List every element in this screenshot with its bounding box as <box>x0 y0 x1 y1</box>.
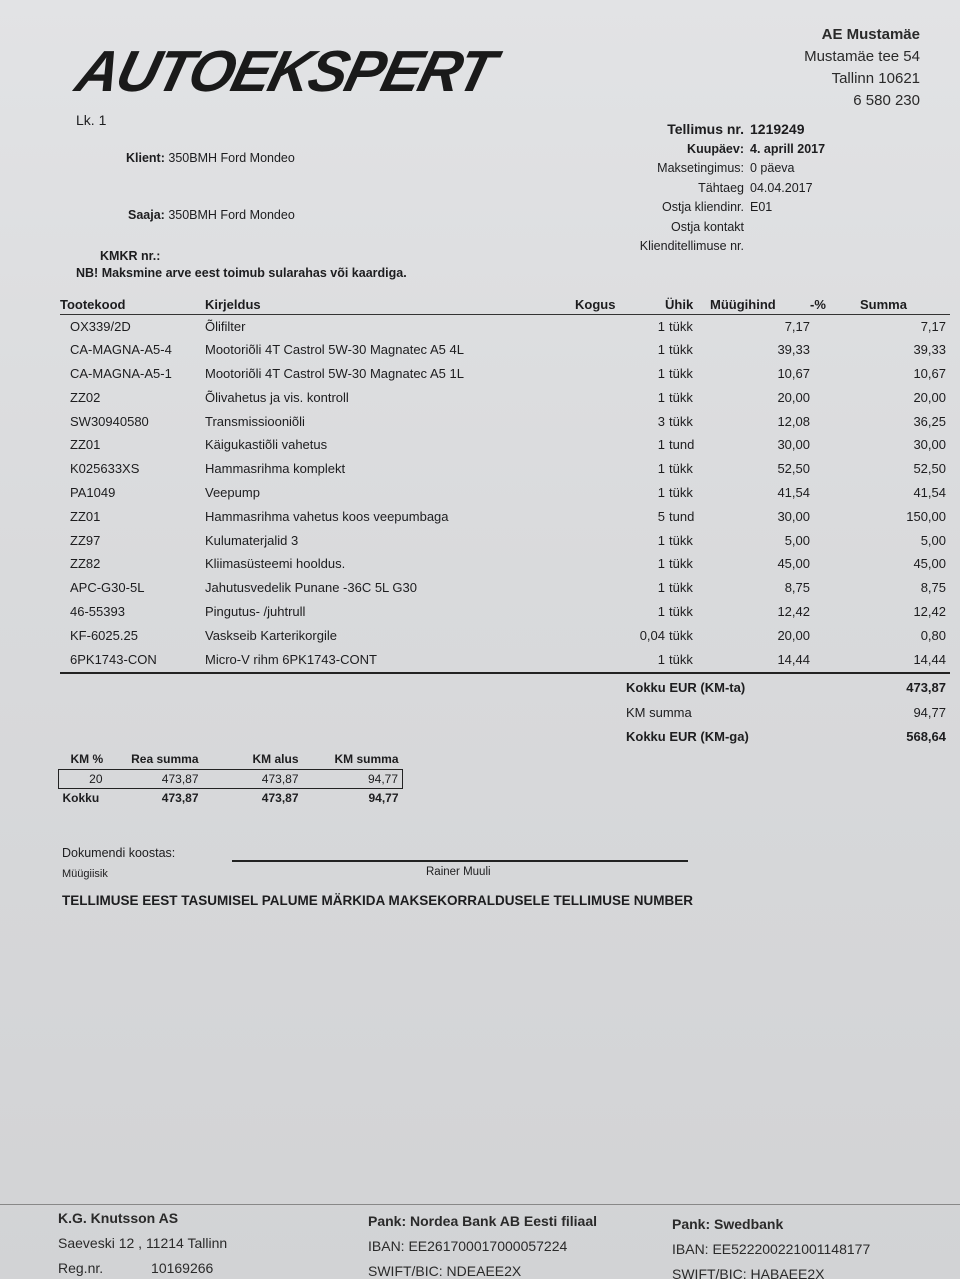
item-sum: 20,00 <box>913 389 946 405</box>
item-discount <box>810 552 860 576</box>
item-unit: tükk <box>669 461 693 477</box>
vat-total-row <box>626 701 946 726</box>
item-unit: tükk <box>669 342 693 358</box>
item-description: Micro-V rihm 6PK1743-CONT <box>205 651 377 667</box>
vat-summary <box>58 750 403 807</box>
item-unit: tükk <box>669 318 693 334</box>
table-row <box>60 314 950 338</box>
item-description: Mootoriõli 4T Castrol 5W-30 Magnatec A5 4L <box>205 342 464 358</box>
item-unit: tund <box>669 508 695 524</box>
item-unit: tükk <box>669 603 693 619</box>
item-price: 30,00 <box>777 508 810 524</box>
item-discount <box>810 457 860 481</box>
item-code: KF-6025.25 <box>70 627 138 643</box>
item-quantity: 3 <box>657 413 665 429</box>
bank1-iban: IBAN: EE261700017000057224 <box>368 1238 568 1254</box>
item-code: ZZ82 <box>70 556 101 572</box>
item-unit: tükk <box>669 627 693 643</box>
footer-company <box>58 1206 227 1279</box>
item-price: 20,00 <box>777 389 810 405</box>
vat-row-base: 473,87 <box>203 769 303 788</box>
item-code: SW30940580 <box>70 413 149 429</box>
company-name: AE Mustamäe <box>821 26 920 43</box>
item-price: 14,44 <box>777 651 810 667</box>
item-description: Transmissiooniõli <box>205 413 305 429</box>
item-sum: 150,00 <box>906 508 946 524</box>
header-description: Kirjeldus <box>205 296 261 312</box>
item-sum: 7,17 <box>920 318 946 334</box>
item-discount <box>810 481 860 505</box>
item-description: Hammasrihma komplekt <box>205 461 346 477</box>
item-price: 45,00 <box>777 556 810 572</box>
item-price: 10,67 <box>777 365 810 381</box>
client-number-label: Ostja kliendinr. <box>662 200 744 214</box>
vat-table-row <box>59 769 403 788</box>
kmkr-label: KMKR nr.: <box>100 249 161 263</box>
item-price: 7,17 <box>784 318 810 334</box>
header-price: Müügihind <box>710 296 776 312</box>
recipient-line <box>128 208 295 222</box>
item-quantity: 1 <box>657 365 665 381</box>
table-row <box>60 409 950 433</box>
header-quantity: Kogus <box>575 296 616 312</box>
item-discount <box>810 433 860 457</box>
client-value: 350BMH Ford Mondeo <box>168 151 295 165</box>
order-date-value: 4. aprill 2017 <box>750 141 826 156</box>
footer-company-address: Saeveski 12 , 11214 Tallinn <box>58 1235 228 1251</box>
signer-role: Müügiisik <box>62 868 108 880</box>
table-row <box>60 552 950 576</box>
vat-header-row-sum: Rea summa <box>131 752 199 767</box>
header-discount: -% <box>810 296 826 312</box>
item-description: Õlivahetus ja vis. kontroll <box>205 389 349 405</box>
item-discount <box>810 647 860 671</box>
order-date-row <box>600 140 840 160</box>
company-phone: 6 580 230 <box>853 92 920 109</box>
payment-terms-label: Maksetingimus: <box>657 161 744 175</box>
item-description: Jahutusvedelik Punane -36C 5L G30 <box>205 580 417 596</box>
client-order-row <box>600 237 840 257</box>
footer-reg <box>58 1256 227 1279</box>
item-discount <box>810 314 860 338</box>
order-number-label: Tellimus nr. <box>667 121 744 137</box>
item-description: Käigukastiõli vahetus <box>205 437 328 453</box>
item-quantity: 1 <box>657 437 665 453</box>
footer-bank-1 <box>368 1209 597 1279</box>
table-row <box>60 362 950 386</box>
item-sum: 41,54 <box>913 484 946 500</box>
item-description: Kliimasüsteemi hooldus. <box>205 556 346 572</box>
item-description: Veepump <box>205 484 260 500</box>
bank2-title: Pank: Swedbank <box>672 1216 784 1232</box>
item-code: ZZ02 <box>70 389 101 405</box>
item-unit: tükk <box>669 532 693 548</box>
table-row <box>60 338 950 362</box>
item-sum: 14,44 <box>913 651 946 667</box>
item-sum: 36,25 <box>913 413 946 429</box>
item-unit: tükk <box>669 651 693 667</box>
table-row <box>60 433 950 457</box>
item-price: 30,00 <box>777 437 810 453</box>
bank2-iban: IBAN: EE522200221001148177 <box>672 1241 871 1257</box>
address-line-1: Mustamäe tee 54 <box>804 48 920 65</box>
items-table <box>60 290 950 671</box>
item-code: CA-MAGNA-A5-1 <box>70 365 172 381</box>
item-quantity: 1 <box>657 318 665 334</box>
item-description: Pingutus- /juhtrull <box>205 603 306 619</box>
item-code: PA1049 <box>70 484 116 500</box>
payment-notice: NB! Maksmine arve eest toimub sularahas või kaardiga. <box>76 266 407 280</box>
table-row <box>60 457 950 481</box>
item-description: Mootoriõli 4T Castrol 5W-30 Magnatec A5 1L <box>205 365 464 381</box>
item-discount <box>810 504 860 528</box>
bank1-swift: SWIFT/BIC: NDEAEE2X <box>368 1263 522 1279</box>
bank1-title: Pank: Nordea Bank AB Eesti filiaal <box>368 1213 597 1229</box>
totals-block <box>626 676 946 750</box>
item-sum: 45,00 <box>913 556 946 572</box>
table-row <box>60 481 950 505</box>
vat-row-row-sum: 473,87 <box>109 769 203 788</box>
header-code: Tootekood <box>60 296 126 312</box>
payment-instruction: TELLIMUSE EEST TASUMISEL PALUME MÄRKIDA MAKSEKORRALDUSELE TELLIMUSE NUMBER <box>62 893 694 908</box>
vat-total-base: 473,87 <box>261 790 299 805</box>
item-discount <box>810 600 860 624</box>
page-number: Lk. 1 <box>76 112 107 128</box>
company-logo: AUTOEKSPERT <box>69 39 501 104</box>
table-row <box>60 528 950 552</box>
due-date-label: Tähtaeg <box>698 180 744 195</box>
vat-header-pct: KM % <box>70 752 104 767</box>
table-row <box>60 647 950 671</box>
signer-name: Rainer Muuli <box>426 866 491 878</box>
item-unit: tükk <box>669 484 693 500</box>
items-table-body <box>60 314 950 671</box>
vat-row-pct: 20 <box>59 769 109 788</box>
item-sum: 5,00 <box>920 532 946 548</box>
header-sum: Summa <box>860 296 907 312</box>
vat-total-label: KM summa <box>626 704 692 720</box>
footer-reg-label: Reg.nr. <box>58 1260 104 1276</box>
payment-terms-value: 0 päeva <box>750 161 795 175</box>
due-date-row <box>600 179 840 199</box>
client-number-row <box>600 198 840 218</box>
net-total-row <box>626 676 946 701</box>
vat-total-sum: 94,77 <box>368 790 399 805</box>
table-row <box>60 504 950 528</box>
item-quantity: 1 <box>657 532 665 548</box>
signature-line <box>232 860 688 862</box>
item-code: ZZ97 <box>70 532 101 548</box>
client-order-label: Klienditellimuse nr. <box>639 239 744 253</box>
due-date-value: 04.04.2017 <box>750 180 813 195</box>
item-price: 5,00 <box>784 532 810 548</box>
net-total-value: 473,87 <box>906 680 946 695</box>
client-label: Klient: <box>126 151 165 165</box>
item-sum: 8,75 <box>920 580 946 596</box>
item-price: 8,75 <box>784 580 810 596</box>
item-description: Hammasrihma vahetus koos veepumbaga <box>205 508 449 524</box>
item-price: 52,50 <box>777 461 810 477</box>
item-code: OX339/2D <box>70 318 131 334</box>
item-sum: 10,67 <box>913 365 946 381</box>
footer-company-name: K.G. Knutsson AS <box>58 1210 179 1226</box>
footer-bank-2 <box>672 1212 870 1279</box>
item-discount <box>810 528 860 552</box>
item-price: 12,42 <box>777 603 810 619</box>
item-code: ZZ01 <box>70 508 101 524</box>
vat-header-sum: KM summa <box>334 752 399 767</box>
item-unit: tükk <box>669 389 693 405</box>
bank2-swift: SWIFT/BIC: HABAEE2X <box>672 1266 825 1279</box>
footer-rule <box>0 1204 960 1205</box>
item-code: 6PK1743-CON <box>70 651 157 667</box>
vat-row-sum: 94,77 <box>303 769 403 788</box>
compiled-by-label: Dokumendi koostas: <box>62 846 176 860</box>
item-quantity: 1 <box>657 580 665 596</box>
item-unit: tükk <box>669 413 693 429</box>
footer-reg-value: 10169266 <box>151 1260 214 1276</box>
vat-table-header <box>59 750 403 769</box>
gross-total-row <box>626 725 946 750</box>
client-line <box>126 151 295 165</box>
client-contact-row <box>600 218 840 238</box>
item-description: Õlifilter <box>205 318 246 334</box>
item-code: 46-55393 <box>70 603 125 619</box>
gross-total-value: 568,64 <box>906 729 946 744</box>
item-discount <box>810 623 860 647</box>
table-row <box>60 623 950 647</box>
item-code: K025633XS <box>70 461 140 477</box>
order-number-row <box>600 120 840 140</box>
item-price: 41,54 <box>777 484 810 500</box>
items-table-header <box>60 290 950 314</box>
company-address-block <box>804 24 920 112</box>
item-unit: tund <box>669 437 695 453</box>
table-row <box>60 385 950 409</box>
vat-table-total <box>59 788 403 807</box>
item-quantity: 5 <box>657 508 665 524</box>
item-quantity: 1 <box>657 603 665 619</box>
item-discount <box>810 338 860 362</box>
gross-total-label: Kokku EUR (KM-ga) <box>626 729 749 744</box>
vat-table <box>58 750 403 807</box>
table-row <box>60 576 950 600</box>
item-quantity: 0,04 <box>639 627 665 643</box>
client-number-value: E01 <box>750 200 773 214</box>
item-sum: 30,00 <box>913 437 946 453</box>
item-unit: tükk <box>669 365 693 381</box>
vat-total-value: 94,77 <box>913 704 946 720</box>
payment-terms-row <box>600 159 840 179</box>
recipient-label: Saaja: <box>128 208 165 222</box>
item-sum: 39,33 <box>913 342 946 358</box>
item-discount <box>810 409 860 433</box>
order-date-label: Kuupäev: <box>687 141 744 156</box>
vat-total-row-sum: 473,87 <box>161 790 199 805</box>
item-unit: tükk <box>669 556 693 572</box>
order-details <box>600 120 840 257</box>
item-code: APC-G30-5L <box>70 580 145 596</box>
item-description: Kulumaterjalid 3 <box>205 532 299 548</box>
item-price: 12,08 <box>777 413 810 429</box>
table-bottom-rule <box>60 672 950 674</box>
item-quantity: 1 <box>657 389 665 405</box>
item-quantity: 1 <box>657 556 665 572</box>
order-number-value: 1219249 <box>750 121 805 137</box>
item-quantity: 1 <box>657 342 665 358</box>
item-quantity: 1 <box>657 484 665 500</box>
address-line-2: Tallinn 10621 <box>831 70 920 87</box>
item-quantity: 1 <box>657 651 665 667</box>
recipient-value: 350BMH Ford Mondeo <box>168 208 295 222</box>
item-discount <box>810 576 860 600</box>
item-price: 39,33 <box>777 342 810 358</box>
item-sum: 0,80 <box>920 627 946 643</box>
item-price: 20,00 <box>777 627 810 643</box>
client-contact-label: Ostja kontakt <box>671 219 744 234</box>
item-code: ZZ01 <box>70 437 101 453</box>
item-discount <box>810 385 860 409</box>
vat-total-label-cell: Kokku <box>62 790 100 805</box>
item-unit: tükk <box>669 580 693 596</box>
header-unit: Ühik <box>665 296 694 312</box>
item-discount <box>810 362 860 386</box>
item-code: CA-MAGNA-A5-4 <box>70 342 172 358</box>
item-sum: 52,50 <box>913 461 946 477</box>
table-row <box>60 600 950 624</box>
item-sum: 12,42 <box>913 603 946 619</box>
net-total-label: Kokku EUR (KM-ta) <box>626 680 746 695</box>
item-quantity: 1 <box>657 461 665 477</box>
item-description: Vaskseib Karterikorgile <box>205 627 337 643</box>
vat-header-base: KM alus <box>252 752 299 767</box>
